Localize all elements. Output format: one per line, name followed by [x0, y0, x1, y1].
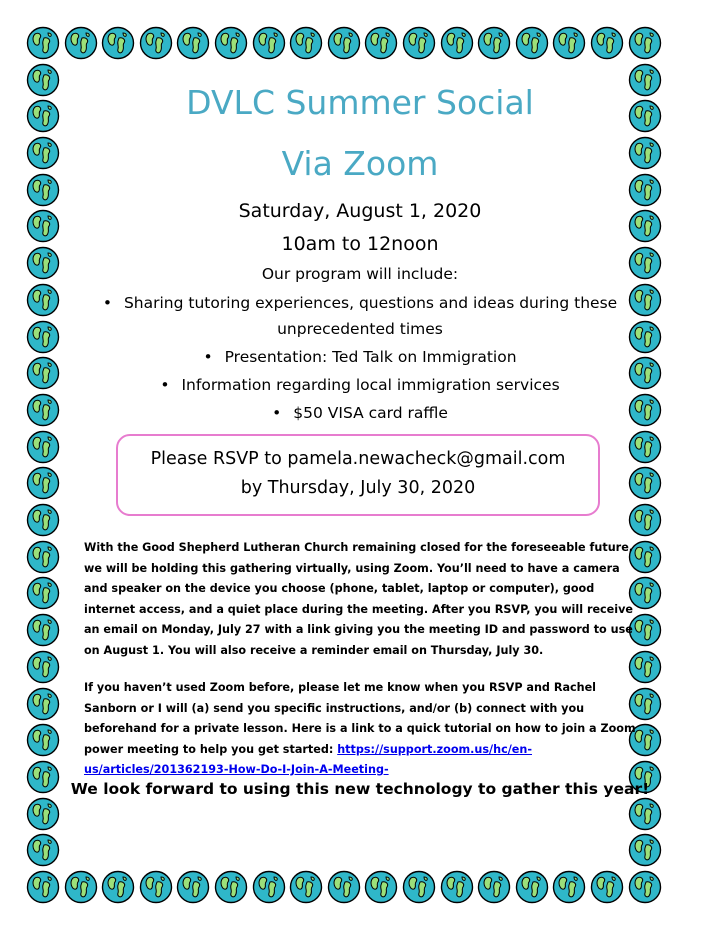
globe-icon: [628, 320, 662, 354]
globe-icon: [101, 26, 135, 60]
globe-icon: [26, 63, 60, 97]
globe-icon: [628, 870, 662, 904]
rsvp-deadline-line: by Thursday, July 30, 2020: [240, 478, 476, 498]
globe-icon: [176, 26, 210, 60]
globe-icon: [26, 723, 60, 757]
globe-icon: [628, 393, 662, 427]
globe-icon: [26, 466, 60, 500]
globe-icon: [26, 246, 60, 280]
globe-icon: [26, 613, 60, 647]
globe-icon: [628, 797, 662, 831]
program-intro: Our program will include:: [261, 265, 459, 283]
globe-icon: [477, 26, 511, 60]
globe-icon: [26, 687, 60, 721]
globe-icon: [26, 173, 60, 207]
globe-icon: [477, 870, 511, 904]
globe-icon: [26, 576, 60, 610]
globe-icon: [628, 430, 662, 464]
globe-icon: [590, 870, 624, 904]
globe-icon: [64, 26, 98, 60]
globe-icon: [364, 26, 398, 60]
globe-icon: [139, 870, 173, 904]
globe-icon: [26, 393, 60, 427]
globe-icon: [628, 466, 662, 500]
globe-icon: [252, 26, 286, 60]
globe-icon: [26, 320, 60, 354]
globe-icon: [289, 26, 323, 60]
globe-icon: [402, 870, 436, 904]
zoom-tutorial-link[interactable]: https://support.zoom.us/hc/en-us/articles/201362193-How-Do-I-Join-A-Meeting-: [84, 742, 532, 776]
globe-icon: [26, 209, 60, 243]
globe-icon: [26, 503, 60, 537]
program-list: [100, 290, 620, 428]
zoom-help-paragraph: [84, 678, 644, 781]
globe-icon: [26, 356, 60, 390]
globe-icon: [176, 870, 210, 904]
globe-icon: [552, 870, 586, 904]
globe-icon: [26, 26, 60, 60]
globe-icon: [252, 870, 286, 904]
globe-icon: [26, 760, 60, 794]
globe-icon: [101, 870, 135, 904]
zoom-help-text: If you haven’t used Zoom before, please let me know when you RSVP and Rachel Sanborn or I will (a) send you specific instructions, and/or (b) connect with you beforehand for a private lesson. Here is a link to a quick tutorial on how to join a Zoom power meeting to help you get started:: [84, 681, 636, 756]
globe-icon: [26, 136, 60, 170]
event-title: DVLC Summer Social: [186, 83, 534, 122]
globe-icon: [515, 26, 549, 60]
globe-icon: [440, 870, 474, 904]
globe-icon: [628, 283, 662, 317]
globe-icon: [628, 356, 662, 390]
globe-icon: [214, 26, 248, 60]
program-item: • Information regarding local immigration services: [100, 372, 620, 398]
event-date: Saturday, August 1, 2020: [238, 200, 482, 222]
globe-icon: [26, 99, 60, 133]
globe-icon: [364, 870, 398, 904]
globe-icon: [327, 26, 361, 60]
globe-icon: [26, 283, 60, 317]
globe-icon: [139, 26, 173, 60]
globe-icon: [214, 870, 248, 904]
event-time: 10am to 12noon: [281, 233, 439, 255]
event-subtitle: Via Zoom: [281, 144, 439, 183]
globe-icon: [26, 650, 60, 684]
globe-icon: [26, 430, 60, 464]
globe-icon: [26, 540, 60, 574]
globe-icon: [64, 870, 98, 904]
globe-icon: [26, 833, 60, 867]
globe-icon: [327, 870, 361, 904]
info-paragraph: With the Good Shepherd Lutheran Church remaining closed for the foreseeable future, we will be holding this gathering virtually, using Zoom. You’ll need to have a camera and speaker on the device you choose (phone, tablet, laptop or computer), good internet access, and a quiet place during the meeting. After you RSVP, you will receive an email on Monday, July 27 with a link giving you the meeting ID and password to use on August 1. You will also receive a reminder email on Thursday, July 30.: [84, 541, 634, 657]
program-item: • $50 VISA card raffle: [100, 400, 620, 426]
rsvp-box: [116, 434, 600, 516]
closing-message: We look forward to using this new technology to gather this year!: [70, 780, 650, 798]
rsvp-email-line: Please RSVP to pamela.newacheck@gmail.com: [150, 449, 566, 469]
globe-icon: [440, 26, 474, 60]
globe-icon: [628, 26, 662, 60]
globe-icon: [590, 26, 624, 60]
globe-icon: [402, 26, 436, 60]
globe-icon: [628, 503, 662, 537]
globe-icon: [552, 26, 586, 60]
globe-icon: [289, 870, 323, 904]
program-item: • Presentation: Ted Talk on Immigration: [100, 344, 620, 370]
globe-icon: [26, 870, 60, 904]
globe-icon: [515, 870, 549, 904]
globe-icon: [628, 833, 662, 867]
globe-icon: [26, 797, 60, 831]
program-item: • Sharing tutoring experiences, questions and ideas during these unprecedented times: [100, 290, 620, 342]
